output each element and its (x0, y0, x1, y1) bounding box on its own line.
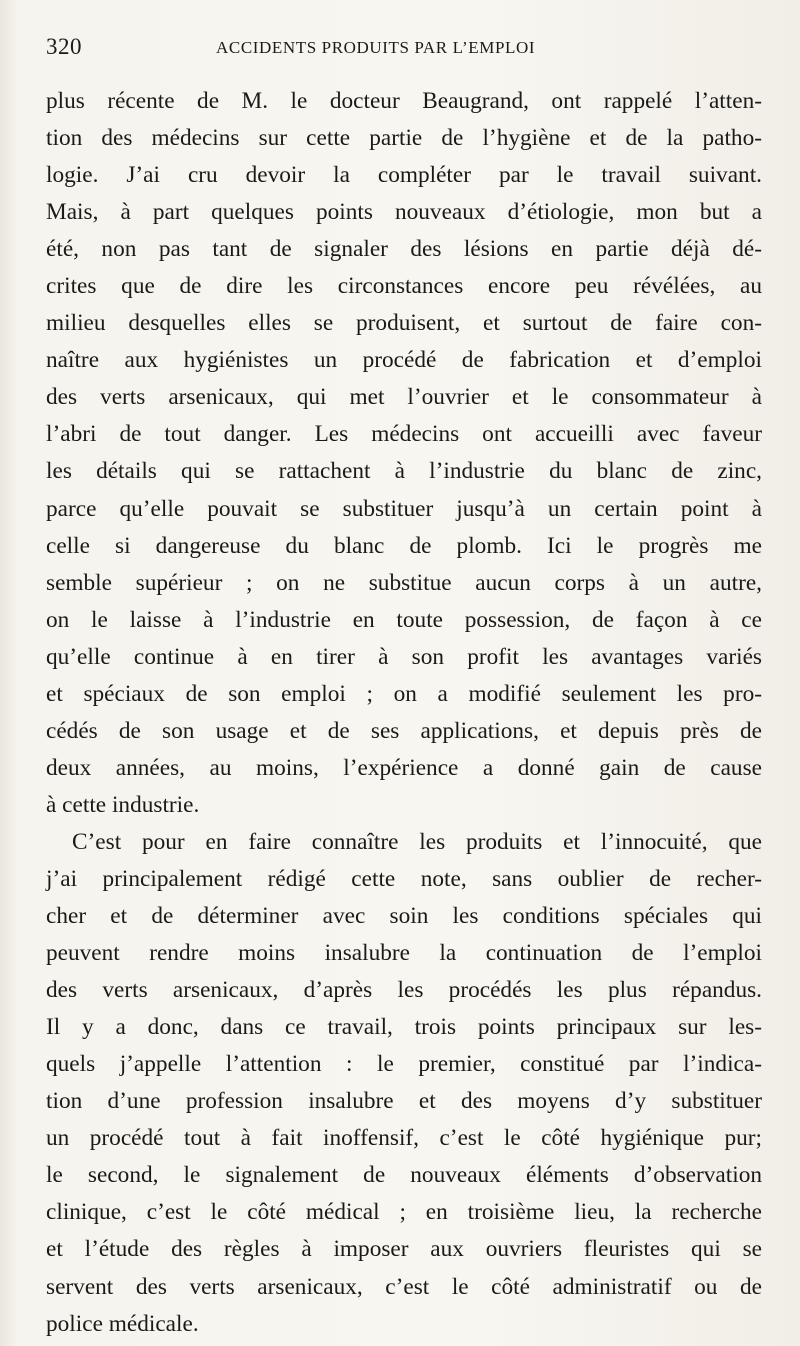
text-line: Il y a donc, dans ce travail, trois points principaux sur les- (46, 1014, 762, 1041)
text-line: logie. J’ai cru devoir la compléter par le travail suivant. (46, 162, 762, 189)
text-line: un procédé tout à fait inoffensif, c’est le côté hygiénique pur; (46, 1125, 762, 1152)
text-line: parce qu’elle pouvait se substituer jusqu’à un certain point à (46, 495, 762, 522)
text-line: tion d’une profession insalubre et des moyens d’y substituer (46, 1088, 762, 1115)
body-text (46, 83, 762, 1343)
text-line: des verts arsenicaux, d’après les procédés les plus répandus. (46, 977, 762, 1004)
text-line: les détails qui se rattachent à l’industrie du blanc de zinc, (46, 458, 762, 485)
text-line: crites que de dire les circonstances encore peu révélées, au (46, 273, 762, 300)
text-line: et l’étude des règles à imposer aux ouvriers fleuristes qui se (46, 1236, 762, 1263)
text-line: plus récente de M. le docteur Beaugrand, ont rappelé l’atten- (46, 88, 762, 114)
text-line: milieu desquelles elles se produisent, et surtout de faire con- (46, 310, 762, 337)
text-line: cédés de son usage et de ses applications, et depuis près de (46, 717, 762, 744)
text-line: à cette industrie. (46, 791, 200, 818)
text-line: été, non pas tant de signaler des lésions en partie déjà dé- (46, 236, 762, 263)
text-line: naître aux hygiénistes un procédé de fabrication et d’emploi (46, 347, 762, 374)
page-header (46, 34, 766, 68)
text-line: deux années, au moins, l’expérience a donné gain de cause (46, 754, 762, 781)
running-head: ACCIDENTS PRODUITS PAR L’EMPLOI (216, 38, 536, 57)
text-line: servent des verts arsenicaux, c’est le côté administratif ou de (46, 1273, 762, 1300)
text-line: peuvent rendre moins insalubre la continuation de l’emploi (46, 940, 762, 967)
text-line: clinique, c’est le côté médical ; en troisième lieu, la recherche (46, 1199, 762, 1226)
text-line: on le laisse à l’industrie en toute possession, de façon à ce (46, 606, 762, 633)
page-number: 320 (46, 34, 82, 59)
text-line: police médicale. (46, 1310, 199, 1337)
text-line: celle si dangereuse du blanc de plomb. Ici le progrès me (46, 532, 762, 559)
text-line: Mais, à part quelques points nouveaux d’étiologie, mon but a (46, 199, 762, 226)
text-line: j’ai principalement rédigé cette note, sans oublier de recher- (46, 865, 762, 892)
text-line: le second, le signalement de nouveaux éléments d’observation (46, 1162, 762, 1189)
text-line: tion des médecins sur cette partie de l’hygiène et de la patho- (46, 125, 762, 152)
text-line: qu’elle continue à en tirer à son profit les avantages variés (46, 643, 762, 670)
text-line: semble supérieur ; on ne substitue aucun corps à un autre, (46, 569, 762, 596)
text-line: et spéciaux de son emploi ; on a modifié seulement les pro- (46, 680, 762, 707)
text-line: C’est pour en faire connaître les produits et l’innocuité, que (72, 828, 762, 855)
text-line: des verts arsenicaux, qui met l’ouvrier et le consommateur à (46, 384, 762, 411)
text-line: quels j’appelle l’attention : le premier, constitué par l’indica- (46, 1051, 762, 1078)
text-line: l’abri de tout danger. Les médecins ont accueilli avec faveur (46, 421, 762, 448)
text-line: cher et de déterminer avec soin les conditions spéciales qui (46, 903, 762, 930)
